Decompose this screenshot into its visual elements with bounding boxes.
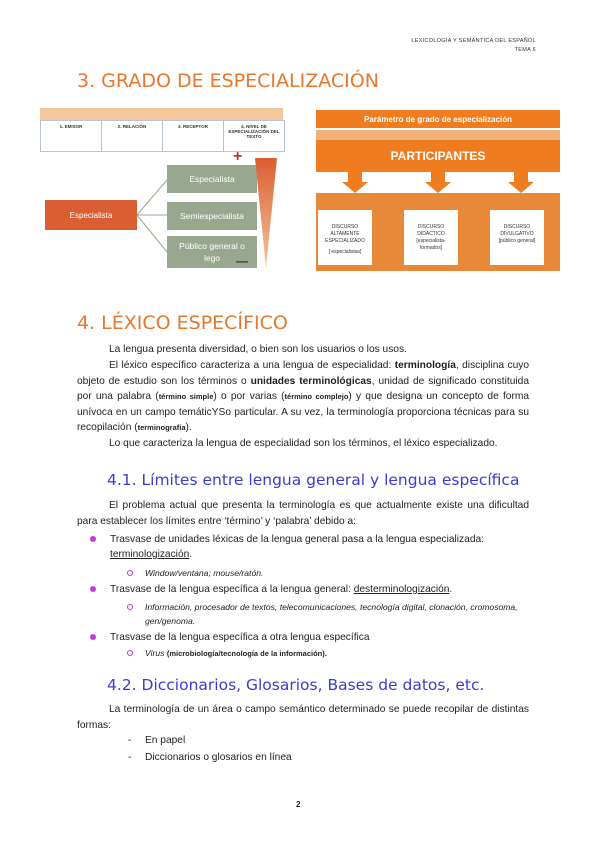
term-terminologia: terminología [394,360,456,371]
cell-didactico-note: formados] [419,245,443,251]
p2-text-g: ) o por varias ( [213,391,285,403]
cell-didactico-sub: [especialista- [416,238,446,244]
root-especialista: Especialista [45,200,137,230]
cell-didactico [404,210,458,265]
cell-altamente-title: DISCURSO ALTAMENTE [330,224,360,237]
cell-altamente-note: [ especialistas] [328,249,362,255]
sub-bullet-ring [127,570,133,576]
section4-paragraph-1 [77,342,529,358]
p3-text: Lo que caracteriza la lengua de especialidad son los términos, el léxico especializado. [109,438,498,449]
table-header-emisor: 1. EMISOR [41,121,102,151]
section42-intro: La terminología de un área o campo semántico determinado se puede recopilar de distintas formas: [77,704,529,731]
branch-publico-general: Público general o lego [167,236,257,268]
cell-altamente-sub: ESPECIALIZADO [325,238,365,244]
header-course: LEXICOLOGÍA Y SEMÁNTICA DEL ESPAÑOL [411,38,536,44]
sub-bullet-2 [145,600,530,628]
section42-title: 4.2. Diccionarios, Glosarios, Bases de datos, etc. [107,676,485,694]
sub-bullet-3: Virus (microbiología/tecnología de la información). [145,646,530,661]
section3-title: 3. GRADO DE ESPECIALIZACIÓN [77,70,379,92]
participantes-label: PARTICIPANTES [316,140,560,172]
section4-title: 4. LÉXICO ESPECÍFICO [77,312,288,334]
bullet-2: Trasvase de la lengua específica a la lengua general: desterminologización. [110,582,530,597]
cell-didactico-title: DISCURSO DIDÁCTICO [417,224,445,237]
plus-sign: + [233,148,243,165]
section41-title: 4.1. Límites entre lengua general y lengua específica [107,471,520,489]
list-item-papel: - En papel [128,735,186,746]
sub-bullet-3-term: Virus [145,648,165,658]
cell-divulgativo-note: [público general] [498,238,536,244]
sub-bullet-2-text: Información, procesador de textos, telecomunicaciones, tecnología digital, clonación, cromosoma, gen/genoma. [145,602,518,626]
sub-bullet-1 [145,566,530,580]
bullet-1-text: Trasvase de unidades léxicas de la lengua general pasa a la lengua especializada: [110,534,484,545]
table-header-relacion: 2. RELACIÓN [102,121,163,151]
cell-divulgativo [490,210,544,265]
p2-text-a: El léxico específico caracteriza a una lengua de especialidad: [109,360,395,371]
list-item-online-text: Diccionarios o glosarios en línea [145,752,292,763]
section4-paragraph-2 [77,358,529,436]
term-terminografia: terminografía [137,423,186,433]
p1-text: La lengua presenta diversidad, o bien son los usuarios o los usos. [109,344,407,355]
running-header [411,38,536,53]
p2-text-c: , disciplina cuyo objeto de estudio son los términos o [77,360,529,387]
page-number: 2 [296,800,301,809]
term-complejo: término complejo [284,392,349,402]
section41-intro: El problema actual que presenta la terminología es que actualmente existe una dificultad para establecer los límites entre ‘término’ y ‘palabra’ debido a: [77,500,529,527]
list-item-papel-text: En papel [145,735,186,746]
bullet-dot [90,536,96,542]
minus-sign: — [236,254,248,268]
level-table [40,120,285,152]
parameter-sub-band [316,130,560,140]
p2-text-k: ). [185,422,192,434]
cell-altamente [318,210,372,265]
term-simple: término simple [158,392,214,402]
branch-especialista: Especialista [167,165,257,193]
cell-divulgativo-title: DISCURSO DIVULGATIVO [500,224,534,237]
parameter-header: Parámetro de grado de especialización [316,110,560,128]
branch-semiespecialista: Semiespecialista [167,202,257,230]
bullet-1: Trasvase de unidades léxicas de la lengua general pasa a la lengua especializada: terminologización. [110,532,530,562]
left-diagram-bg-strip [40,108,283,120]
bullet-2-term: desterminologización [353,584,450,595]
p2-text-i: ) y que designa un concepto de forma unívoca en un campo temáticYSo particular. A su vez, la terminología proporciona técnicas para su recopilación ( [77,391,529,434]
term-unidades: unidades terminológicas [250,375,372,387]
sub-bullet-3-domain: microbiología/tecnología de la información [169,649,323,658]
bullet-dot [90,586,96,592]
bullet-dot [90,634,96,640]
header-topic: TEMA 6 [514,47,536,53]
section4-paragraph-3 [77,436,529,452]
bullet-1-term: terminologización [110,549,190,560]
p2-text-e: , unidad de significado constituida por una palabra ( [77,375,529,403]
gradient-triangle [255,158,277,270]
sub-bullet-ring [127,604,133,610]
table-header-receptor: 3. RECEPTOR [163,121,224,151]
sub-bullet-1-text: Window/ventana; mouse/ratón. [145,568,264,578]
bullet-3 [110,630,530,645]
table-header-nivel: 4. NIVEL DE ESPECIALIZACIÓN DEL TEXTO [228,124,280,139]
sub-bullet-ring [127,650,133,656]
bullet-2-text: Trasvase de la lengua específica a la lengua general: [110,584,354,595]
down-arrows [316,172,560,194]
list-item-online: - Diccionarios o glosarios en línea [128,752,292,763]
bullet-3-text: Trasvase de la lengua específica a otra lengua específica [110,632,370,643]
